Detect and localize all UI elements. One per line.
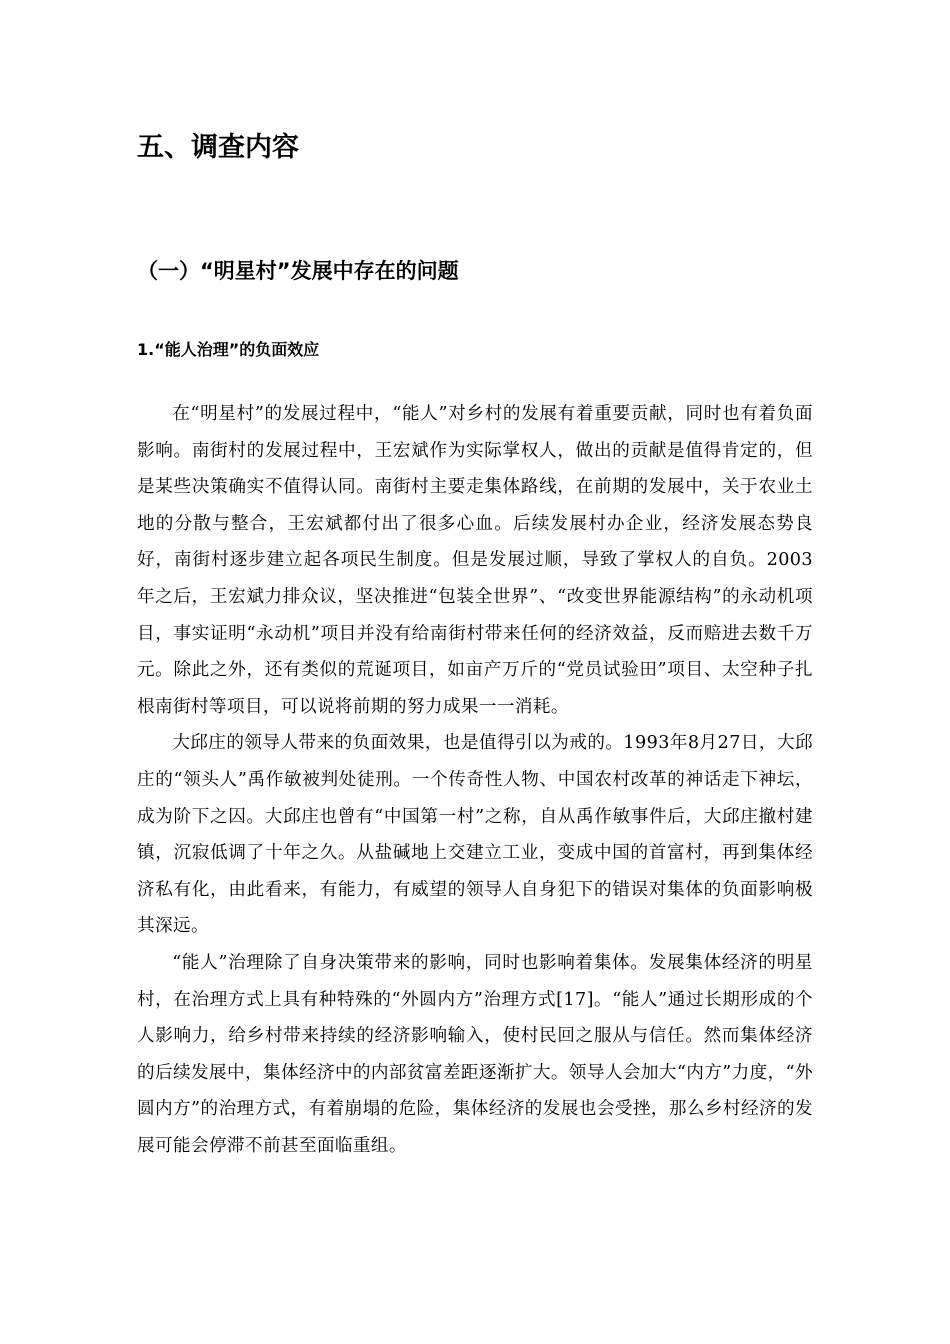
- body-text: [137, 396, 813, 1164]
- paragraph-2: 大邱庄的领导人带来的负面效果，也是值得引以为戒的。1993年8月27日，大邱庄的“领头人”禹作敏被判处徒刑。一个传奇性人物、中国农村改革的神话走下神坛，成为阶下之囚。大邱庄也曾有“中国第一村”之称，自从禹作敏事件后，大邱庄撤村建镇，沉寂低调了十年之久。从盐碱地上交建立工业，变成中国的首富村，再到集体经济私有化，由此看来，有能力，有威望的领导人自身犯下的错误对集体的负面影响极其深远。: [137, 733, 813, 937]
- paragraph-3: “能人”治理除了自身决策带来的影响，同时也影响着集体。发展集体经济的明星村，在治理方式上具有种特殊的“外圆内方”治理方式[17]。“能人”通过长期形成的个人影响力，给乡村带来持续的经济影响输入，使村民回之服从与信任。然而集体经济的后续发展中，集体经济中的内部贫富差距逐渐扩大。领导人会加大“内方”力度，“外圆内方”的治理方式，有着崩塌的危险，集体经济的发展也会受挫，那么乡村经济的发展可能会停滞不前甚至面临重组。: [137, 952, 813, 1156]
- paragraph-1: 在“明星村”的发展过程中，“能人”对乡村的发展有着重要贡献，同时也有着负面影响。南街村的发展过程中，王宏斌作为实际掌权人，做出的贡献是值得肯定的，但是某些决策确实不值得认同。南街村主要走集体路线，在前期的发展中，关于农业土地的分散与整合，王宏斌都付出了很多心血。后续发展村办企业，经济发展态势良好，南街村逐步建立起各项民生制度。但是发展过顺，导致了掌权人的自负。2003年之后，王宏斌力排众议，坚决推进“包装全世界”、“改变世界能源结构”的永动机项目，事实证明“永动机”项目并没有给南街村带来任何的经济效益，反而赔进去数千万元。除此之外，还有类似的荒诞项目，如亩产万斤的“党员试验田”项目、太空种子扎根南街村等项目，可以说将前期的努力成果一一消耗。: [137, 404, 813, 717]
- subsubsection-title: 1.“能人治理”的负面效应: [137, 340, 320, 359]
- subsection-title: （一）“明星村”发展中存在的问题: [137, 259, 459, 283]
- section-title: 五、调查内容: [137, 132, 299, 163]
